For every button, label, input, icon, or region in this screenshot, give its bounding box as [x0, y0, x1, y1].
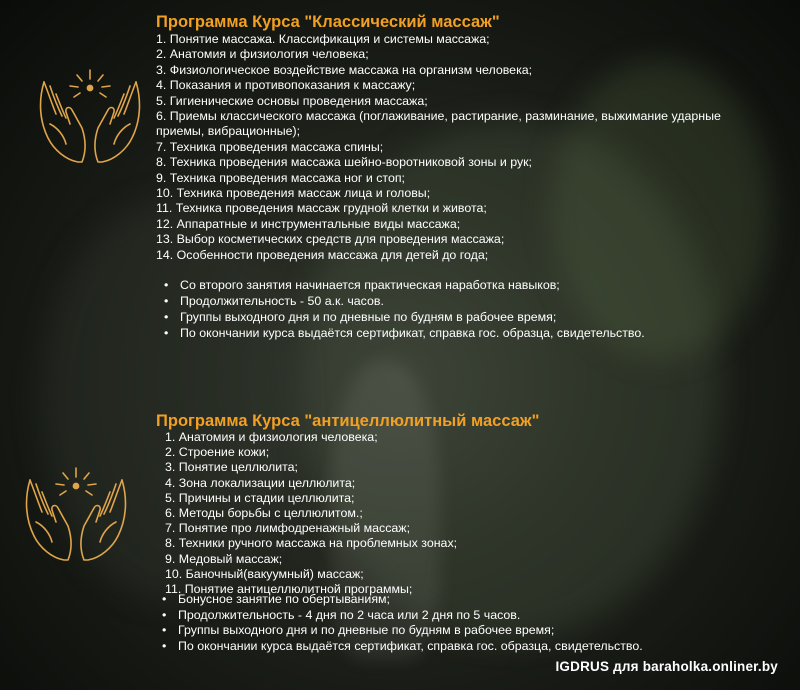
list-item: 6. Приемы классического массажа (поглаживание, растирание, разминание, выжимание ударные [156, 109, 721, 124]
list-item: 6. Методы борьбы с целлюлитом.; [165, 506, 363, 521]
list-item: 4. Показания и противопоказания к массажу; [156, 78, 416, 93]
list-item: 8. Техники ручного массажа на проблемных зонах; [165, 536, 458, 551]
list-item: приемы, вибрационные); [156, 124, 301, 139]
course-classic-info [164, 277, 645, 341]
list-item: • По окончании курса выдаётся сертификат, справка гос. образца, свидетельство. [162, 639, 643, 655]
course-classic-topics [156, 32, 721, 263]
list-item: 9. Техника проведения массажа ног и стоп; [156, 170, 405, 185]
list-item: • Группы выходного дня и по дневные по будням в рабочее время; [162, 623, 643, 639]
list-item: • Продолжительность - 4 дня по 2 часа или 2 дня по 5 часов. [162, 608, 643, 624]
list-item: 2. Строение кожи; [165, 445, 270, 460]
list-item: 7. Понятие про лимфодренажный массаж; [165, 521, 411, 536]
list-item: 1. Анатомия и физиология человека; [165, 430, 378, 444]
list-item: 1. Понятие массажа. Классификация и системы массажа; [156, 32, 490, 46]
hands-energy-icon [30, 64, 150, 174]
list-item: 12. Аппаратные и инструментальные виды массажа; [156, 216, 461, 231]
list-item: 5. Гигиенические основы проведения массажа; [156, 93, 428, 108]
list-item: 14. Особенности проведения массажа для детей до года; [156, 247, 489, 262]
list-item: 11. Техника проведения массаж грудной клетки и живота; [156, 201, 487, 216]
watermark: IGDRUS для baraholka.onliner.by [555, 659, 778, 674]
list-item: 13. Выбор косметических средств для проведения массажа; [156, 232, 505, 247]
list-item: 9. Медовый массаж; [165, 551, 283, 566]
list-item: • Со второго занятия начинается практическая наработка навыков; [164, 277, 645, 293]
list-item: 5. Причины и стадии целлюлита; [165, 490, 355, 505]
hands-energy-icon [6, 462, 146, 572]
list-item: 2. Анатомия и физиология человека; [156, 47, 369, 62]
list-item: 3. Физиологическое воздействие массажа на организм человека; [156, 62, 533, 77]
course-anticellulite-title: Программа Курса "антицеллюлитный массаж" [156, 412, 540, 430]
list-item: 10. Баночный(вакуумный) массаж; [165, 566, 364, 581]
list-item: 11. Понятие антицеллюлитной программы; [165, 582, 413, 597]
list-item: 10. Техника проведения массаж лица и головы; [156, 186, 431, 201]
course-anticellulite-info [162, 592, 643, 654]
list-item: • Продолжительность - 50 а.к. часов. [164, 293, 645, 309]
list-item: • Бонусное занятие по обертываниям; [162, 592, 643, 608]
list-item: 7. Техника проведения массажа спины; [156, 139, 384, 154]
course-anticellulite-topics [165, 430, 457, 597]
list-item: 8. Техника проведения массажа шейно-воротниковой зоны и рук; [156, 155, 533, 170]
list-item: • Группы выходного дня и по дневные по будням в рабочее время; [164, 309, 645, 325]
course-classic-title: Программа Курса "Классический массаж" [156, 13, 500, 31]
list-item: • По окончании курса выдаётся сертификат, справка гос. образца, свидетельство. [164, 325, 645, 341]
list-item: 4. Зона локализации целлюлита; [165, 475, 356, 490]
list-item: 3. Понятие целлюлита; [165, 460, 298, 475]
